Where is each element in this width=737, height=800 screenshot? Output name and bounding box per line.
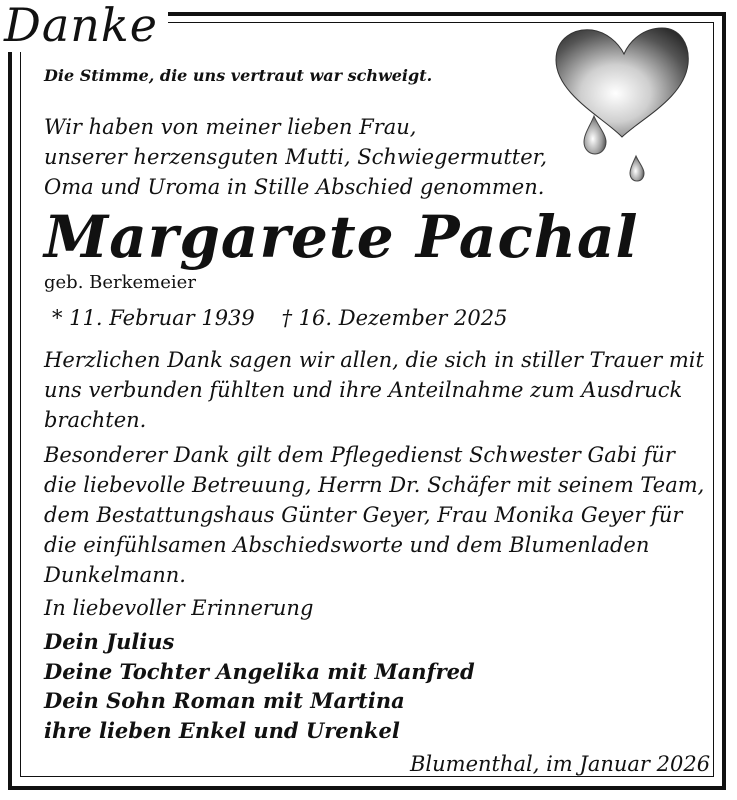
life-dates: [52, 306, 507, 330]
motto-line: Die Stimme, die uns vertraut war schweigt.: [44, 66, 433, 85]
thanks-paragraph-1: [44, 345, 704, 435]
thanks-line: Besonderer Dank gilt dem Pflegedienst Schwester Gabi für: [44, 443, 675, 467]
heart-with-drops-icon: [548, 22, 696, 192]
intro-text: [44, 112, 547, 202]
signer-line: Deine Tochter Angelika mit Manfred: [44, 658, 475, 684]
birth-name: geb. Berkemeier: [44, 272, 196, 293]
death-date: † 16. Dezember 2025: [281, 306, 508, 330]
birth-date: * 11. Februar 1939: [52, 306, 255, 330]
memory-label: In liebevoller Erinnerung: [44, 596, 314, 620]
thanks-line: Dunkelmann.: [44, 563, 186, 587]
thanks-line: dem Bestattungshaus Günter Geyer, Frau Monika Geyer für: [44, 503, 683, 527]
signers-list: [44, 627, 475, 745]
thanks-line: die liebevolle Betreuung, Herrn Dr. Schäfer mit seinem Team,: [44, 473, 705, 497]
thanks-line: Herzlichen Dank sagen wir allen, die sich in stiller Trauer mit: [44, 348, 704, 372]
signer-line: Dein Julius: [44, 629, 175, 654]
deceased-name: Margarete Pachal: [44, 203, 639, 271]
signer-line: Dein Sohn Roman mit Martina: [44, 688, 405, 713]
intro-line: Wir haben von meiner lieben Frau,: [44, 115, 417, 139]
intro-line: unserer herzensguten Mutti, Schwiegermutter,: [44, 145, 548, 169]
thanks-line: uns verbunden fühlten und ihre Anteilnahme zum Ausdruck: [44, 378, 683, 402]
signer-line: ihre lieben Enkel und Urenkel: [44, 717, 400, 743]
header-title: Danke: [0, 0, 168, 52]
thanks-paragraph-2: [44, 440, 704, 590]
intro-line: Oma und Uroma in Stille Abschied genommen.: [44, 175, 545, 199]
thanks-line: die einfühlsamen Abschiedsworte und dem Blumenladen: [44, 533, 650, 557]
place-date: Blumenthal, im Januar 2026: [410, 752, 711, 776]
thanks-line: brachten.: [44, 408, 147, 432]
